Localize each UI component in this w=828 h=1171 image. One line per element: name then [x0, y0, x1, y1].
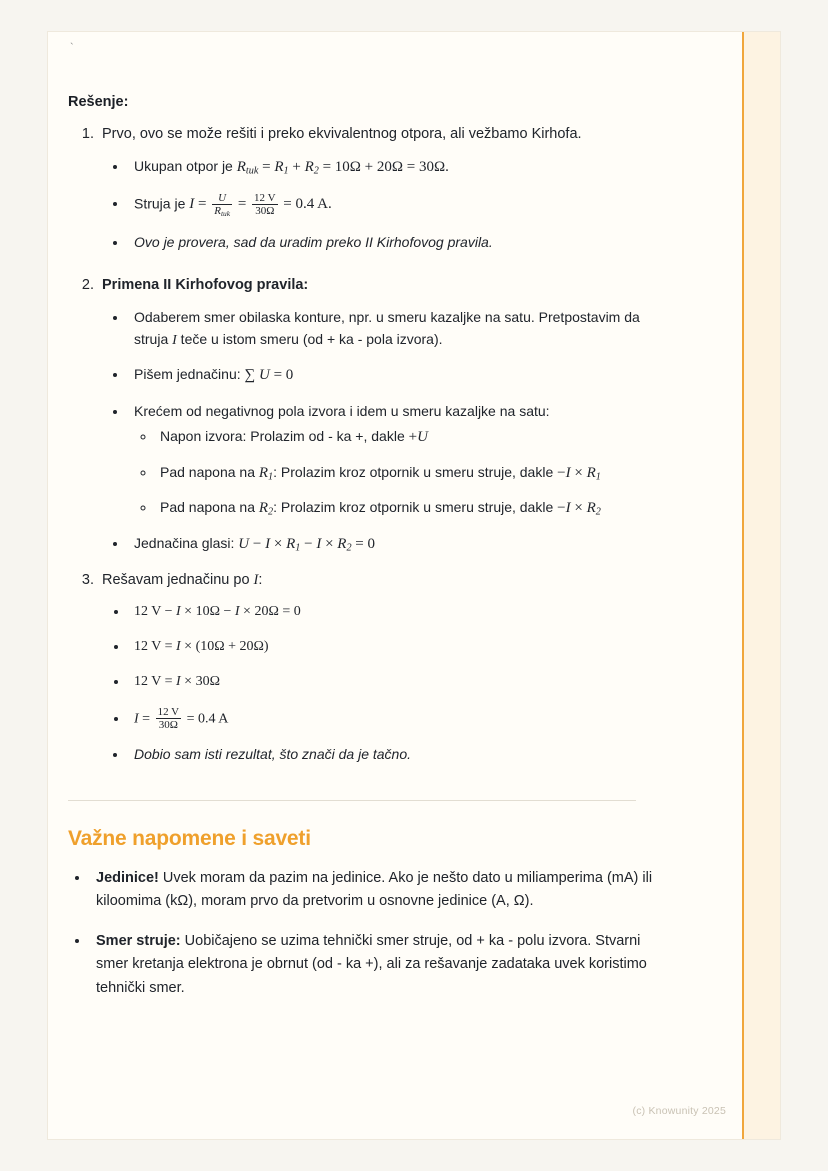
tip-text: Uobičajeno se uzima tehnički smer struje, od + ka - polu izvora. Stvarni smer kretanja elektrona je obrnut (od - ka +), ali za rešavanje zadataka uvek koristimo tehnički smer.: [96, 932, 647, 996]
tips-heading: Važne napomene i saveti: [68, 826, 311, 850]
list-item: • Odaberem smer obilaska konture, npr. u smeru kazaljke na satu. Pretpostavim da struja I teče u istom smeru (od + ka - pola izvora).: [128, 307, 668, 351]
list-item: • Jednačina glasi: $U - I \times R_1 - I \times R_2 = 0$: [128, 533, 668, 556]
list-item: • Struja je I = $\frac{U}{R_{tuk}}$ = $\frac{12 V}{30\Omega}$ = 0.4 A.: [128, 192, 668, 219]
accent-side-band: [742, 32, 780, 1139]
step-bullets: [102, 307, 668, 557]
step-text: Prvo, ovo se može rešiti i preko ekvivalentnog otpora, ali vežbamo Kirhofa.: [102, 126, 582, 142]
paper-sheet: [48, 32, 780, 1139]
list-item: ◦ Pad napona na $R_2$: Prolazim kroz otpornik u smeru struje, dakle $-I \times R_2$: [156, 497, 668, 520]
tick-mark: `: [70, 42, 74, 54]
step-bullets: [102, 601, 668, 765]
document-content: [68, 42, 668, 1016]
list-item: ◦ Napon izvora: Prolazim od - ka +, dakle +U: [156, 426, 668, 449]
tips-list: [68, 867, 668, 1000]
list-item: • I = $\frac{12 V}{30\Omega}$ = 0.4 A: [128, 706, 668, 732]
step-item: [98, 275, 668, 556]
list-item: • Pišem jednačinu: ∑ U = 0: [128, 364, 668, 387]
section-divider: [68, 800, 636, 801]
solution-heading: Rešenje:: [68, 94, 129, 110]
step-text: Primena II Kirhofovog pravila:: [102, 277, 309, 294]
inner-bullets: [134, 426, 668, 520]
list-item: • 12 V = I × (10Ω + 20Ω): [128, 636, 668, 658]
list-item: [90, 867, 668, 914]
tip-text: Uvek moram da pazim na jedinice. Ako je nešto dato u miliamperima (mA) ili kiloomima (kΩ), moram prvo da pretvorim u osnovne jedinice (A, Ω).: [96, 869, 653, 910]
step-item: [98, 124, 668, 253]
step-bullets: [102, 156, 668, 254]
solution-steps-list: [68, 124, 668, 766]
step-item: 3. Rešavam jednačinu po I: • 12 V − I × 10Ω − I × 20Ω = 0 • 12 V = I × (10Ω + 20Ω) • 12 V = I × 30Ω • I = $\frac{12 V}{30\Omega}$ = 0.4 A • Dobio sam isti rezultat, što znači da je tačno.: [98, 570, 668, 766]
list-item: • Ukupan otpor je $R_{tuk} = R_1 + R_2 = 10\Omega + 20\Omega = 30\Omega$.: [128, 156, 668, 179]
list-item: [128, 401, 668, 521]
list-item: • 12 V = I × 30Ω: [128, 671, 668, 693]
list-item: [90, 930, 668, 1000]
tip-lead: Jedinice!: [96, 869, 159, 886]
copyright-footer: (c) Knowunity 2025: [632, 1105, 726, 1117]
list-item: • Dobio sam isti rezultat, što znači da je tačno.: [128, 744, 668, 766]
list-item: • 12 V − I × 10Ω − I × 20Ω = 0: [128, 601, 668, 623]
tip-lead: Smer struje:: [96, 932, 181, 949]
list-item-text: Krećem od negativnog pola izvora i idem u smeru kazaljke na satu:: [134, 402, 550, 419]
list-item: ◦ Pad napona na $R_1$: Prolazim kroz otpornik u smeru struje, dakle $-I \times R_1$: [156, 462, 668, 485]
list-item: • Ovo je provera, sad da uradim preko II Kirhofovog pravila.: [128, 232, 668, 254]
